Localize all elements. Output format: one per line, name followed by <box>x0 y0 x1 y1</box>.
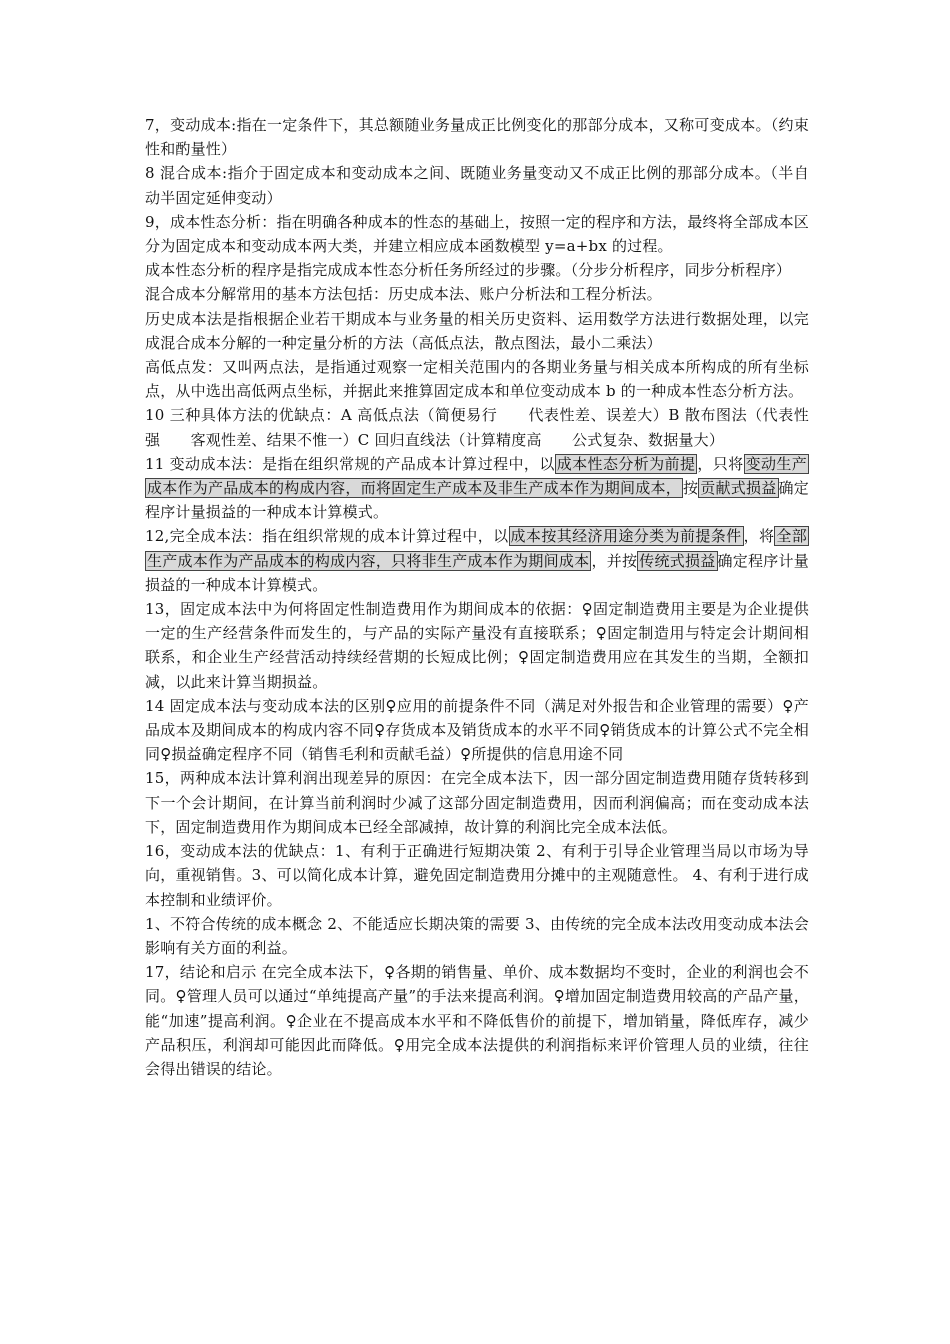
paragraph <box>145 403 809 451</box>
text-run: 17，结论和启示 在完全成本法下，♀各期的销售量、单价、成本数据均不变时，企业的利润也会不同。♀管理人员可以通过“单纯提高产量”的手法来提高利润。♀增加固定制造费用较高的产品产量，能“加速”提高利润。♀企业在不提高成本水平和不降低售价的前提下，增加销量，降低库存，减少产品积压，利润却可能因此而降低。♀用完全成本法提供的利润指标来评价管理人员的业绩，往往会得出错误的结论。 <box>145 963 809 1078</box>
highlighted-text: 传统式损益 <box>639 551 716 570</box>
text-run: 9，成本性态分析：指在明确各种成本的性态的基础上，按照一定的程序和方法，最终将全部成本区分为固定成本和变动成本两大类，并建立相应成本函数模型 y=a+bx 的过程。 <box>145 212 809 256</box>
text-run: 8 混合成本:指介于固定成本和变动成本之间、既随业务量变动又不成正比例的那部分成本。（半自动半固定延伸变动） <box>145 164 809 207</box>
text-run: 历史成本法是指根据企业若干期成本与业务量的相关历史资料、运用数学方法进行数据处理，以完成混合成本分解的一种定量分析的方法（高低点法，散点图法，最小二乘法） <box>145 309 809 352</box>
highlighted-text: 全部生产成本作为产品成本的构成内容，只将非生产成本作为期间成本 <box>147 527 807 570</box>
text-run: 16，变动成本法的优缺点：1、有利于正确进行短期决策 2、有利于引导企业管理当局以市场为导向，重视销售。3、可以简化成本计算，避免固定制造费用分摊中的主观随意性。 4、有利于进行成本控制和业绩评价。 <box>145 842 809 909</box>
paragraph <box>145 839 809 912</box>
paragraph <box>145 960 809 1081</box>
paragraph <box>145 694 809 767</box>
text-run: 按 <box>682 479 699 498</box>
text-run: 15，两种成本法计算利润出现差异的原因：在完全成本法下，因一部分固定制造费用随存货转移到下一个会计期间，在计算当前利润时少减了这部分固定制造费用，因而利润偏高；而在变动成本法下，固定制造费用作为期间成本已经全部减掉，故计算的利润比完全成本法低。 <box>145 769 809 836</box>
paragraph <box>145 766 809 839</box>
paragraph <box>145 210 809 258</box>
paragraph <box>145 113 809 161</box>
paragraph <box>145 597 809 694</box>
text-run: 成本性态分析的程序是指完成成本性态分析任务所经过的步骤。（分步分析程序，同步分析程序） <box>145 261 792 280</box>
text-run: ，并按 <box>591 551 638 570</box>
paragraph <box>145 258 809 282</box>
highlighted-text: 变动生产成本作为产品成本的构成内容，而将固定生产成本及非生产成本作为期间成本， <box>147 454 807 498</box>
text-run: 10 三种具体方法的优缺点：A 高低点法（简便易行 代表性差、误差大）B 散布图法（代表性强 客观性差、结果不惟一）C 回归直线法（计算精度高 公式复杂、数据量大） <box>145 406 809 449</box>
paragraph <box>145 161 809 209</box>
paragraph <box>145 452 809 525</box>
text-run: 确定程序计量损益的一种成本计算模式。 <box>145 479 810 522</box>
text-run: 12,完全成本法：指在组织常规的成本计算过程中，以 <box>145 527 509 546</box>
paragraph <box>145 912 809 960</box>
text-run: 11 变动成本法：是指在组织常规的产品成本计算过程中，以 <box>145 454 555 473</box>
text-run: 7，变动成本:指在一定条件下，其总额随业务量成正比例变化的那部分成本，又称可变成本。（约束性和酌量性） <box>145 116 809 159</box>
paragraph <box>145 282 809 306</box>
text-run: 1、不符合传统的成本概念 2、不能适应长期决策的需要 3、由传统的完全成本法改用变动成本法会影响有关方面的利益。 <box>145 914 809 957</box>
document-body <box>145 113 809 1081</box>
text-run: 14 固定成本法与变动成本法的区别♀应用的前提条件不同（满足对外报告和企业管理的需要）♀产品成本及期间成本的构成内容不同♀存货成本及销货成本的水平不同♀销货成本的计算公式不完全相同♀损益确定程序不同（销售毛利和贡献毛益）♀所提供的信息用途不同 <box>145 696 809 764</box>
text-run: ，只将 <box>697 454 744 473</box>
highlighted-text: 成本性态分析为前提 <box>556 454 696 473</box>
text-run: ，将 <box>743 527 775 546</box>
paragraph <box>145 355 809 403</box>
highlighted-text: 贡献式损益 <box>700 479 777 498</box>
paragraph <box>145 307 809 355</box>
paragraph <box>145 524 809 597</box>
text-run: 确定程序计量损益的一种成本计算模式。 <box>145 551 809 594</box>
text-run: 混合成本分解常用的基本方法包括：历史成本法、账户分析法和工程分析法。 <box>145 285 662 304</box>
highlighted-text: 成本按其经济用途分类为前提条件 <box>510 527 742 546</box>
text-run: 13，固定成本法中为何将固定性制造费用作为期间成本的依据：♀固定制造费用主要是为企业提供一定的生产经营条件而发生的，与产品的实际产量没有直接联系；♀固定制造用与特定会计期间相联系，和企业生产经营活动持续经营期的长短成比例；♀固定制造费用应在其发生的当期，全额扣减，以此来计算当期损益。 <box>145 600 809 691</box>
text-run: 高低点发：又叫两点法，是指通过观察一定相关范围内的各期业务量与相关成本所构成的所有坐标点，从中选出高低两点坐标，并据此来推算固定成本和单位变动成本 b 的一种成本性态分析方法。 <box>145 358 809 401</box>
